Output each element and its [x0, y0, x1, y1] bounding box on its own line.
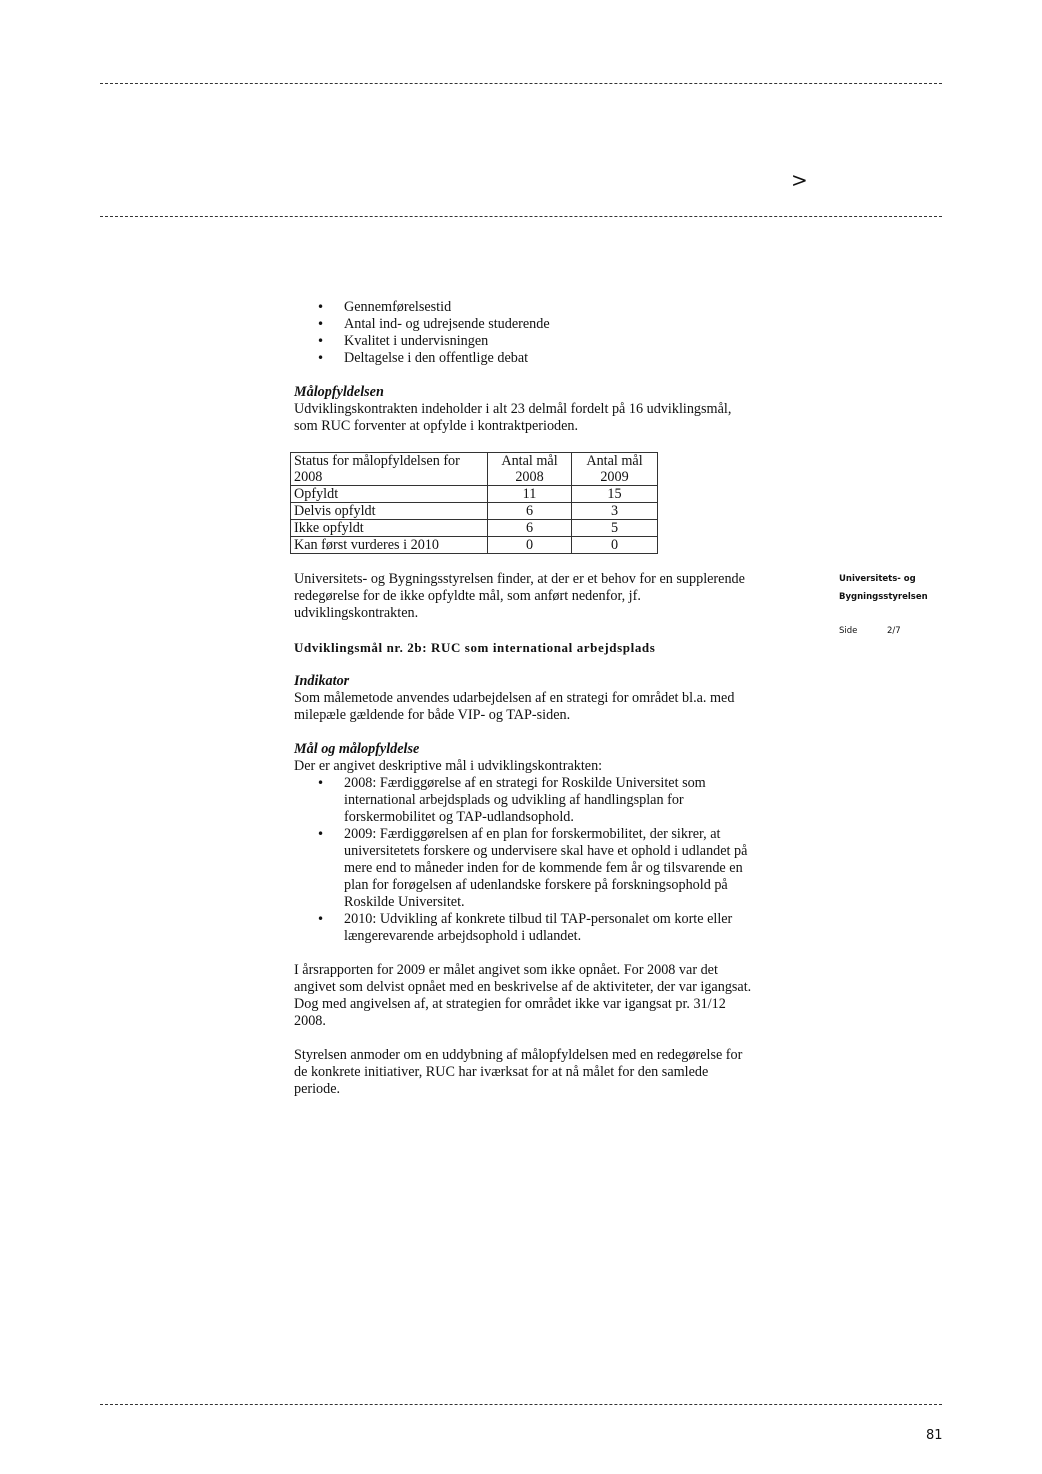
paragraph-line: periode.: [294, 1081, 341, 1097]
paragraph-line: de konkrete initiativer, RUC har iværksat for at nå målet for den samlede: [294, 1064, 709, 1080]
page-number: 81: [926, 1428, 943, 1443]
top-dashed-rule: [100, 83, 942, 84]
paragraph-line: Universitets- og Bygningsstyrelsen finder, at der er et behov for en supplerende: [294, 571, 745, 587]
table-cell: 3: [572, 503, 658, 520]
paragraph-line: Dog med angivelsen af, at strategien for området ikke var igangsat pr. 31/12: [294, 996, 726, 1012]
list-item: • Antal ind- og udrejsende studerende: [294, 316, 814, 333]
paragraph-line: 2008.: [294, 1013, 326, 1029]
indicator-bullet-list: [294, 299, 814, 367]
paragraph-line: redegørelse for de ikke opfyldte mål, som anført nedenfor, jf.: [294, 588, 641, 604]
paragraph-line: milepæle gældende for både VIP- og TAP-siden.: [294, 707, 571, 723]
table-cell: 6: [488, 503, 572, 520]
table-header-cell: Status for målopfyldelsen for 2008: [291, 453, 488, 486]
table-cell: 15: [572, 486, 658, 503]
indikator-heading: Indikator: [294, 673, 350, 689]
table-cell: Delvis opfyldt: [291, 503, 488, 520]
table-header-row: [291, 453, 658, 486]
paragraph-line: Som målemetode anvendes udarbejdelsen af en strategi for området bl.a. med: [294, 690, 735, 706]
table-cell: Opfyldt: [291, 486, 488, 503]
org-name-line1: Universitets- og: [839, 574, 916, 584]
paragraph-line: som RUC forventer at opfylde i kontraktperioden.: [294, 418, 579, 434]
sidebar-meta: [839, 570, 928, 640]
table-row: [291, 537, 658, 554]
chevron-right-icon: >: [791, 168, 808, 192]
org-name-line2: Bygningsstyrelsen: [839, 592, 928, 602]
paragraph-line: angivet som delvist opnået med en beskrivelse af de aktiviteter, der var igangsat.: [294, 979, 752, 995]
table-cell: Kan først vurderes i 2010: [291, 537, 488, 554]
footer-dashed-rule: [100, 1404, 942, 1405]
paragraph-line: Der er angivet deskriptive mål i udviklingskontrakten:: [294, 758, 603, 774]
paragraph-line: Styrelsen anmoder om en uddybning af målopfyldelsen med en redegørelse for: [294, 1047, 743, 1063]
list-item: • Gennemførelsestid: [294, 299, 814, 316]
table-cell: 5: [572, 520, 658, 537]
side-label: Side: [839, 626, 858, 636]
status-table: [290, 452, 658, 554]
goal-bullet-list: [294, 775, 814, 945]
side-value: 2/7: [887, 626, 901, 636]
table-row: [291, 486, 658, 503]
table-cell: 0: [488, 537, 572, 554]
table-cell: Ikke opfyldt: [291, 520, 488, 537]
table-cell: 0: [572, 537, 658, 554]
table-header-cell: Antal mål 2008: [488, 453, 572, 486]
paragraph-line: I årsrapporten for 2009 er målet angivet som ikke opnået. For 2008 var det: [294, 962, 718, 978]
table-cell: 11: [488, 486, 572, 503]
section-title: Udviklingsmål nr. 2b: RUC som international arbejdsplads: [294, 640, 656, 655]
table-row: [291, 503, 658, 520]
table-header-cell: Antal mål 2009: [572, 453, 658, 486]
paragraph-line: Udviklingskontrakten indeholder i alt 23 delmål fordelt på 16 udviklingsmål,: [294, 401, 732, 417]
list-item: • Deltagelse i den offentlige debat: [294, 350, 814, 367]
list-item: • 2010: Udvikling af konkrete tilbud til TAP-personalet om korte eller længerevarende arbejdsophold i udlandet.: [294, 911, 814, 945]
page-indicator: [839, 622, 928, 640]
table-cell: 6: [488, 520, 572, 537]
main-content: [294, 299, 814, 1098]
list-item: • 2008: Færdiggørelse af en strategi for Roskilde Universitet som international arbejdsplads og udvikling af handlingsplan for forskermobilitet og TAP-udlandsophold.: [294, 775, 814, 826]
mal-heading: Mål og målopfyldelse: [294, 741, 420, 757]
malopfyldelsen-heading: Målopfyldelsen: [294, 384, 384, 400]
table-row: [291, 520, 658, 537]
header-dashed-rule: [100, 216, 942, 217]
list-item: • 2009: Færdiggørelsen af en plan for forskermobilitet, der sikrer, at universitetets forskere og undervisere skal have et ophold i udlandet på mere end to måneder inden for de kommende fem år og tilsvarende en plan for forøgelsen af udenlandske forskere på forskningsophold på Roskilde Universitet.: [294, 826, 814, 911]
paragraph-line: udviklingskontrakten.: [294, 605, 419, 621]
list-item: • Kvalitet i undervisningen: [294, 333, 814, 350]
